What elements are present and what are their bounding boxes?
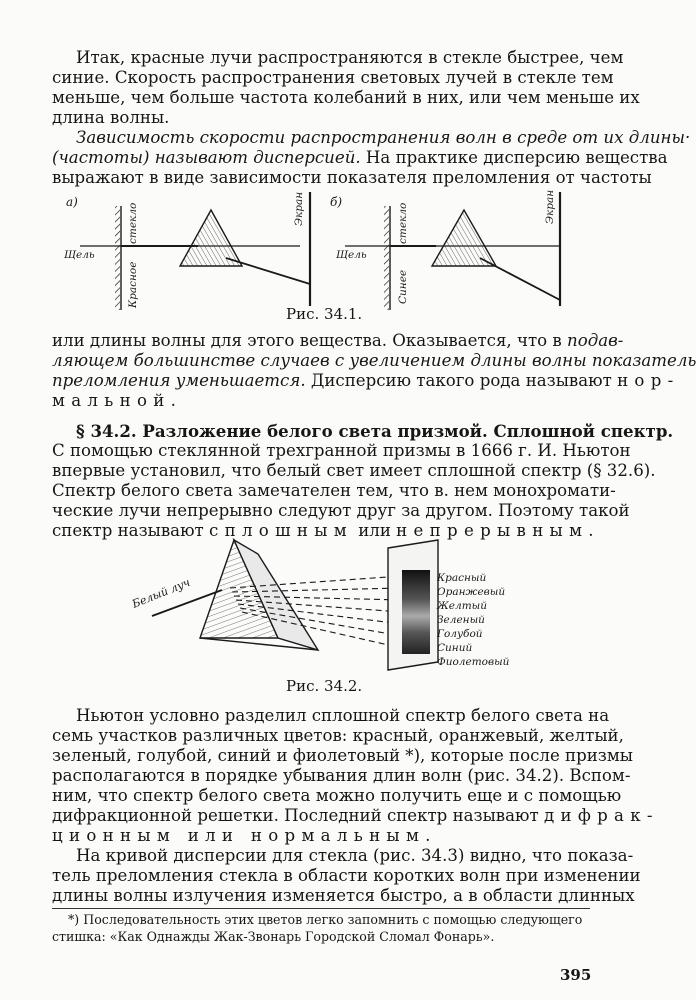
paragraph-line: располагаются в порядке убывания длин волн (рис. 34.2). Вспом- (52, 766, 631, 785)
paragraph-line: ческие лучи непрерывно следуют друг за другом. Поэтому такой (52, 501, 630, 520)
paragraph-line (52, 148, 668, 168)
screen-label: Экран (293, 191, 305, 226)
text-span: На практике дисперсию вещества (360, 148, 668, 167)
prism (180, 210, 242, 266)
paragraph-line: С помощью стеклянной трехгранной призмы в 1666 г. И. Ньютон (52, 441, 631, 460)
section-heading: § 34.2. Разложение белого света призмой. Сплошной спектр. (76, 421, 674, 441)
paragraph-line (52, 806, 659, 826)
panel-label-a: а) (66, 195, 78, 209)
paragraph-line: Спектр белого света замечателен тем, что в. нем монохромати- (52, 481, 616, 500)
text-span: спектр называют (52, 521, 204, 540)
paragraph-line: впервые установил, что белый свет имеет сплошной спектр (§ 32.6). (52, 461, 656, 480)
paragraph-line: тель преломления стекла в области коротких волн при изменении (52, 866, 641, 885)
paragraph-line: выражают в виде зависимости показателя преломления от частоты (52, 168, 652, 187)
slit-label: Щель (64, 249, 95, 261)
color-label: Синий (437, 642, 473, 654)
term-diffraction: дифрак- (543, 806, 659, 825)
color-label: Зеленый (437, 614, 485, 626)
text-span: подав- (567, 331, 624, 350)
paragraph-line: мальной. (52, 391, 183, 410)
slit-label: Щель (336, 249, 367, 261)
term-continuous: сплошным (208, 521, 353, 540)
footnote-line: *) Последовательность этих цветов легко запомнить с помощью следующего (68, 912, 583, 927)
text-span: или (358, 521, 391, 540)
paragraph-line: ционным или нормальным. (52, 826, 437, 845)
color-label: Фиолетовый (437, 656, 510, 668)
term-dispersion: (частоты) называют дисперсией. (52, 148, 361, 167)
screen-label: Экран (544, 189, 556, 224)
spectrum-band (402, 570, 430, 654)
paragraph-line: На кривой дисперсии для стекла (рис. 34.3) видно, что показа- (76, 846, 634, 865)
glass-plate (384, 206, 389, 310)
color-label: Красный (437, 572, 487, 584)
paragraph-line: меньше, чем больше частота колебаний в них, или чем меньше их (52, 88, 640, 107)
text-span: дифракционной решетки. Последний спектр называют (52, 806, 539, 825)
panel-label-b: б) (330, 195, 343, 209)
paragraph-line: синие. Скорость распространения световых лучей в стекле тем (52, 68, 614, 87)
paragraph-line (52, 371, 680, 391)
white-ray-label: Белый луч (130, 575, 193, 611)
paragraph-line: Итак, красные лучи распространяются в стекле быстрее, чем (76, 48, 624, 67)
paragraph-line: Ньютон условно разделил сплошной спектр белого света на (76, 706, 610, 725)
paragraph-line: зеленый, голубой, синий и фиолетовый *), которые после призмы (52, 746, 633, 765)
figure-caption: Рис. 34.2. (286, 677, 363, 695)
color-label: Оранжевый (437, 586, 506, 598)
text-span: или длины волны для этого вещества. Оказывается, что в (52, 331, 568, 350)
color-labels (436, 572, 510, 668)
text-span: преломления уменьшается. (52, 371, 306, 390)
paragraph-line: длина волны. (52, 108, 170, 127)
glass-label: стекло (127, 202, 139, 244)
paragraph-line: ним, что спектр белого света можно получить еще и с помощью (52, 786, 622, 805)
color-label: Желтый (437, 600, 487, 612)
prism (432, 210, 496, 266)
color-label-blue: Синее (397, 269, 409, 304)
paragraph-line (52, 331, 624, 351)
page-number: 395 (560, 966, 592, 984)
refracted-ray (480, 258, 560, 300)
paragraph-line: ляющем большинстве случаев с увеличением длины волны показатель (52, 351, 696, 370)
term-normal: нор- (617, 371, 680, 390)
glass-plate (115, 206, 120, 310)
footnote-rule (52, 908, 590, 909)
text-span: Дисперсию такого рода называют (305, 371, 612, 390)
color-label-red: Красное (127, 261, 139, 308)
refracted-ray (226, 258, 310, 284)
paragraph-line: Зависимость скорости распространения волн в среде от их длины· (76, 128, 691, 147)
figure-caption: Рис. 34.1. (286, 305, 363, 323)
glass-label: стекло (397, 202, 409, 244)
color-label: Голубой (437, 628, 483, 640)
term-continuous-alt: непрерывным. (396, 521, 600, 540)
footnote-line: стишка: «Как Однажды Жак-Звонарь Городской Сломал Фонарь». (52, 929, 495, 944)
figure-34-2 (0, 538, 639, 678)
paragraph-line: семь участков различных цветов: красный, оранжевый, желтый, (52, 726, 624, 745)
paragraph-line: длины волны излучения изменяется быстро, а в области длинных (52, 886, 635, 905)
